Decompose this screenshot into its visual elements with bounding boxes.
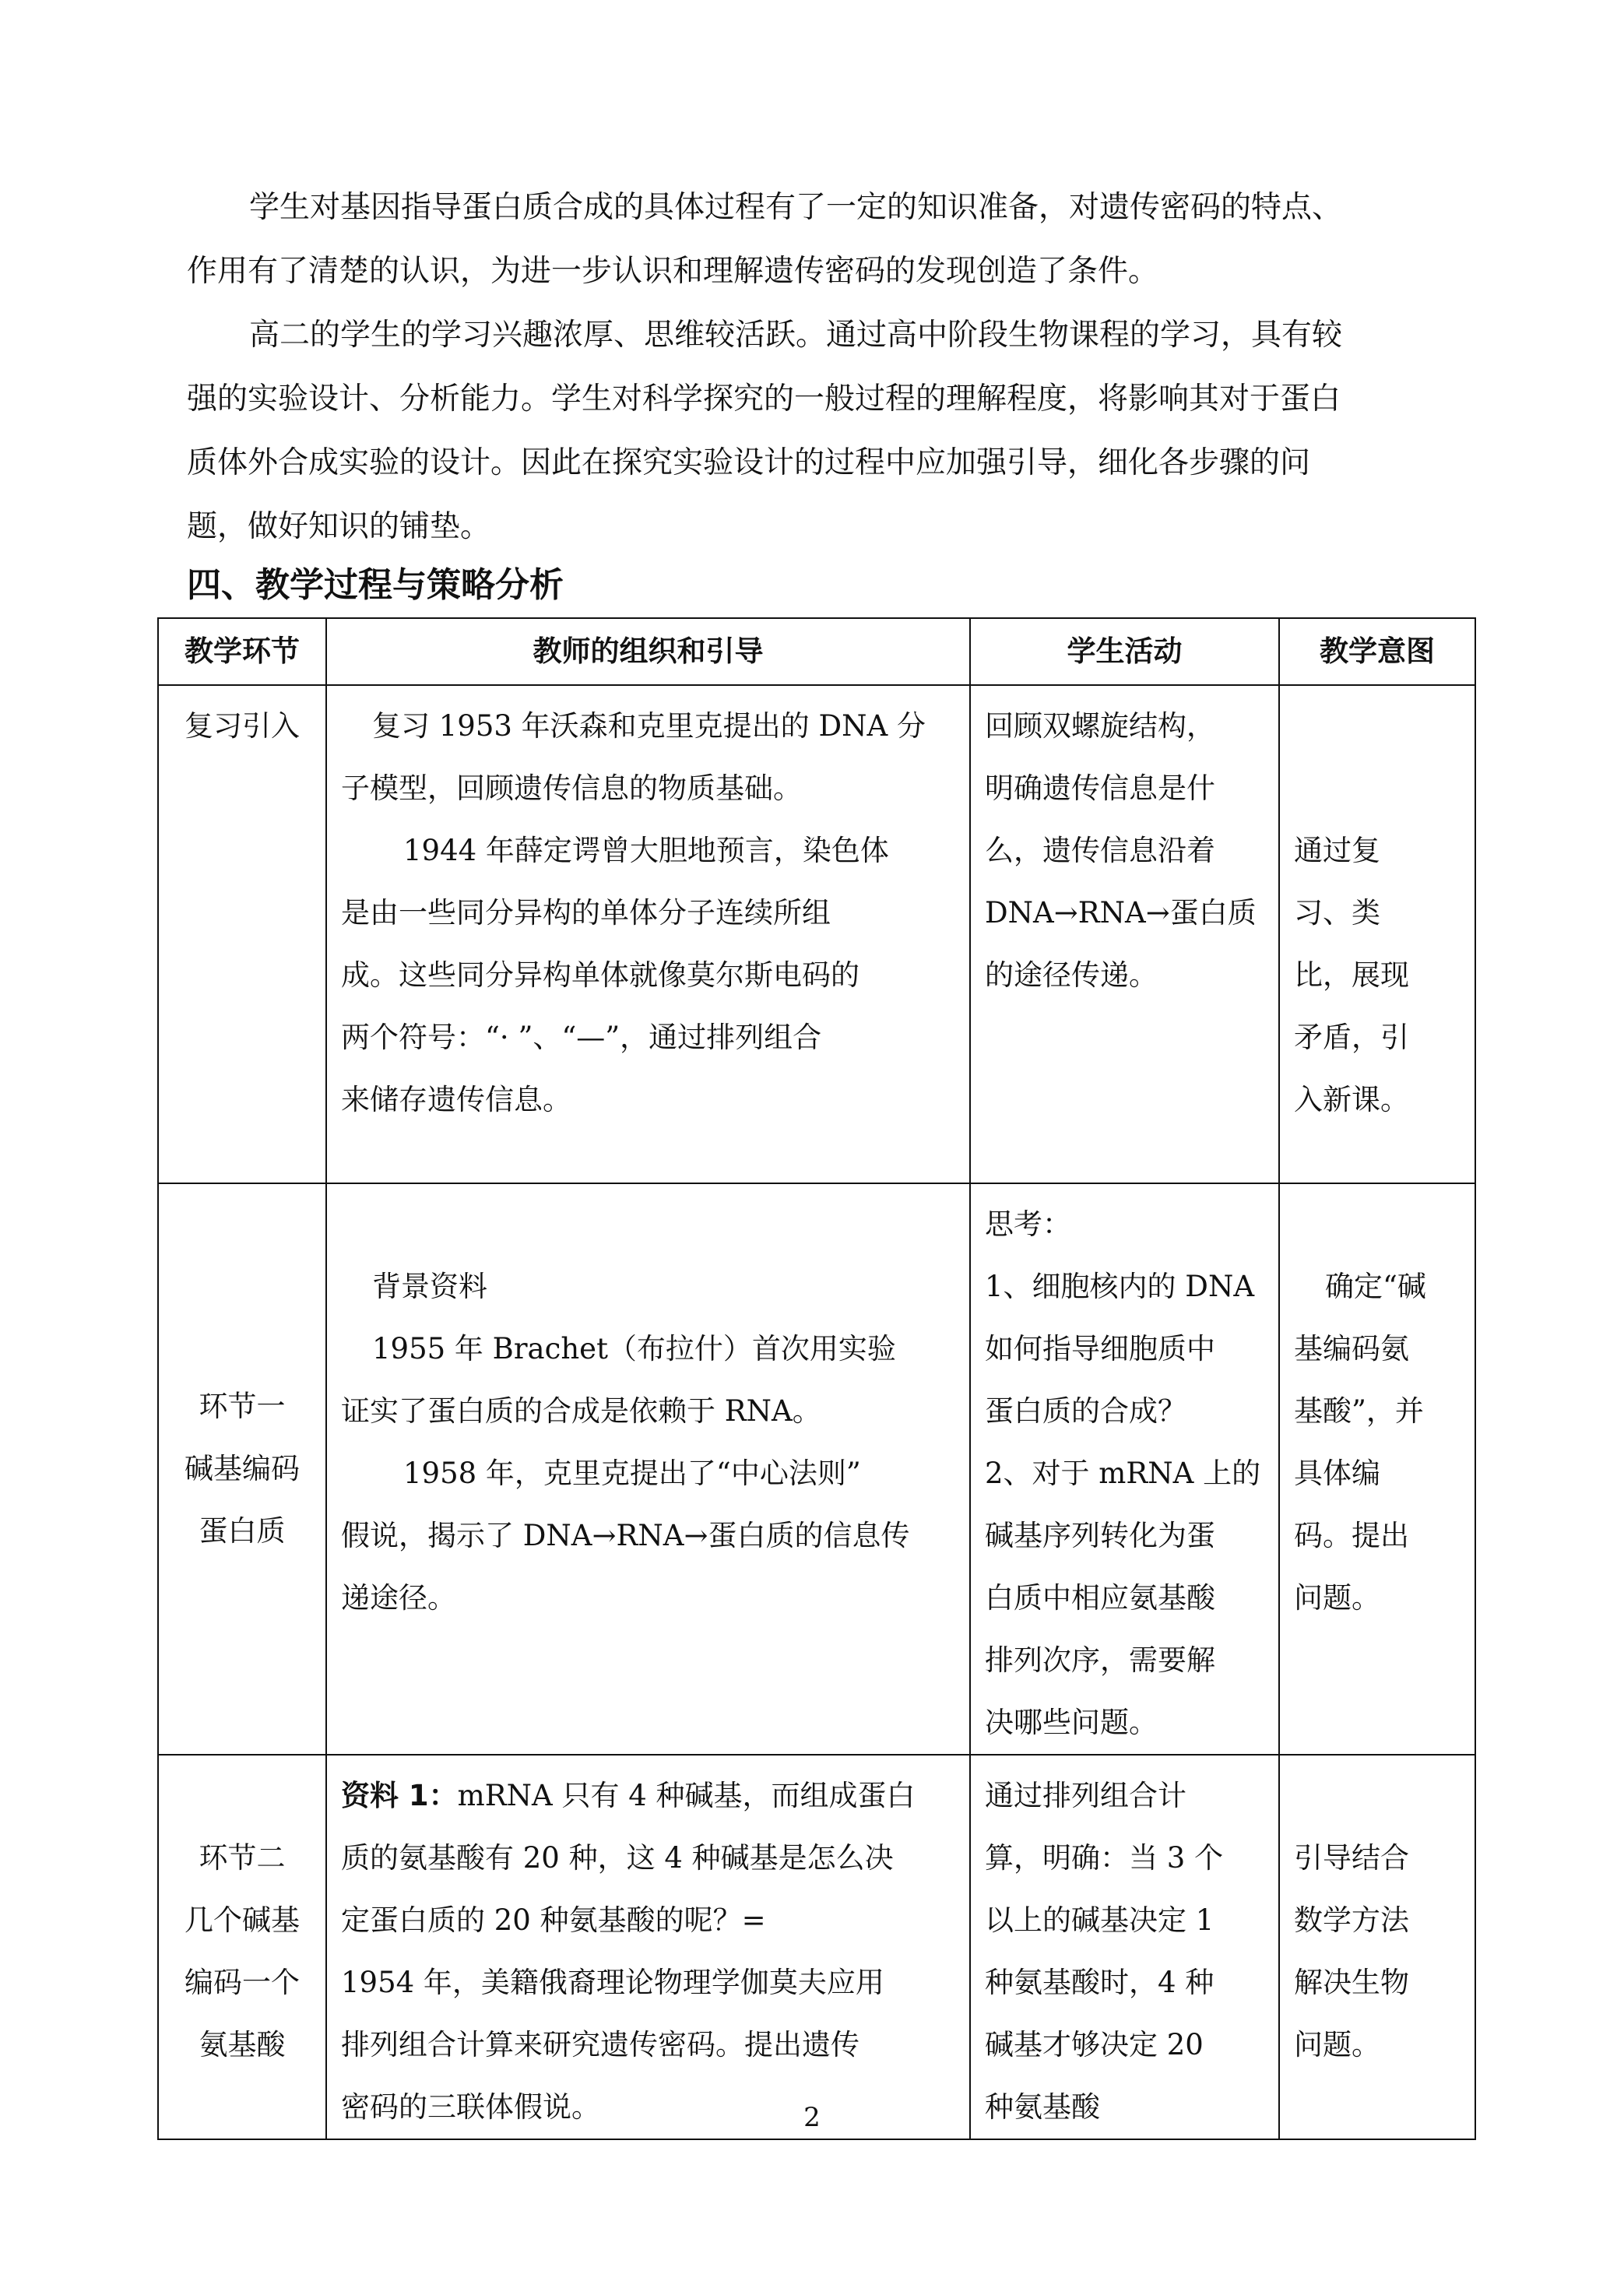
intent-line: 确定“碱 [1325,1270,1426,1303]
teacher-cell [326,1183,970,1755]
page-number: 2 [803,2102,821,2133]
student-line: 明确遗传信息是什 [985,771,1215,805]
intro-p2-line: 高二的学生的学习兴趣浓厚、思维较活跃。通过高中阶段生物课程的学习，具有较 [249,318,1343,353]
teacher-line: 两个符号：“· ”、“—”，通过排列组合 [341,1021,822,1054]
header-stage: 教学环节 [158,618,326,685]
header-intent: 教学意图 [1279,618,1475,685]
stage-label: 碱基编码 [185,1452,300,1485]
teacher-line: 资料 1：mRNA 只有 4 种碱基，而组成蛋白 [341,1779,916,1812]
intent-line: 具体编 [1294,1457,1380,1490]
stage-cell [158,1755,326,2139]
teacher-line: 是由一些同分异构的单体分子连续所组 [341,896,831,930]
intent-line: 数学方法 [1294,1903,1409,1937]
teacher-line: 1958 年，克里克提出了“中心法则” [403,1457,861,1490]
stage-label: 环节一 [199,1390,286,1423]
intent-line: 引导结合 [1294,1841,1409,1875]
intent-line: 通过复 [1294,834,1380,867]
header-teacher: 教师的组织和引导 [326,618,970,685]
teacher-cell [326,1755,970,2139]
intent-line: 比，展现 [1294,958,1409,992]
stage-label: 复习引入 [185,709,300,743]
student-line: 碱基才够决定 20 [985,2028,1204,2061]
teaching-process-table [157,617,1476,2140]
intent-line: 基编码氨 [1294,1332,1409,1365]
intent-cell [1279,1183,1475,1755]
student-line: 通过排列组合计 [985,1779,1186,1812]
intent-line: 解决生物 [1294,1966,1409,1999]
section-title: 四、教学过程与策略分析 [187,565,564,605]
teacher-line: 证实了蛋白质的合成是依赖于 RNA。 [341,1394,821,1428]
stage-label: 编码一个 [185,1966,300,1999]
student-line: 以上的碱基决定 1 [985,1903,1214,1937]
table-row [158,685,1475,1183]
student-line: 碱基序列转化为蛋 [985,1519,1215,1552]
material-label: 资料 1： [341,1779,458,1812]
intro-p2-line: 题，做好知识的铺垫。 [187,509,491,544]
stage-cell [158,1183,326,1755]
teacher-line: 质的氨基酸有 20 种，这 4 种碱基是怎么决 [341,1841,894,1875]
stage-label: 环节二 [199,1841,286,1875]
teacher-line: 假说，揭示了 DNA→RNA→蛋白质的信息传 [341,1519,910,1552]
student-line: 如何指导细胞质中 [985,1332,1215,1365]
student-line: 1、细胞核内的 DNA [985,1270,1255,1303]
teacher-line: 来储存遗传信息。 [341,1083,571,1116]
student-line: 种氨基酸 [985,2090,1100,2124]
teacher-cell [326,685,970,1183]
intent-line: 矛盾，引 [1294,1021,1409,1054]
intro-paragraph-1 [187,176,1440,304]
teacher-line: 定蛋白质的 20 种氨基酸的呢？= [341,1903,766,1937]
teacher-line: 递途径。 [341,1581,456,1615]
teacher-line: 密码的三联体假说。 [341,2090,600,2124]
student-line: 的途径传递。 [985,958,1158,992]
student-cell [970,685,1279,1183]
intro-p2-line: 强的实验设计、分析能力。学生对科学探究的一般过程的理解程度，将影响其对于蛋白 [187,381,1341,416]
header-student: 学生活动 [970,618,1279,685]
student-cell [970,1183,1279,1755]
intent-line: 码。提出 [1294,1519,1409,1552]
intro-p1-line: 作用有了清楚的认识，为进一步认识和理解遗传密码的发现创造了条件。 [187,254,1159,289]
teacher-line: 1955 年 Brachet（布拉什）首次用实验 [372,1332,896,1365]
student-line: 回顾双螺旋结构， [985,709,1215,743]
stage-label: 几个碱基 [185,1903,300,1937]
table-row [158,1183,1475,1755]
intro-p2-line: 质体外合成实验的设计。因此在探究实验设计的过程中应加强引导，细化各步骤的问 [187,445,1311,480]
intro-paragraph-2 [187,304,1440,559]
intent-line: 问题。 [1294,2028,1380,2061]
student-line: 决哪些问题。 [985,1706,1158,1739]
stage-label: 蛋白质 [199,1514,286,1548]
student-line: 2、对于 mRNA 上的 [985,1457,1261,1490]
teacher-line: 1954 年，美籍俄裔理论物理学伽莫夫应用 [341,1966,884,1999]
student-line: 算，明确：当 3 个 [985,1841,1224,1875]
intent-cell [1279,685,1475,1183]
intent-line: 入新课。 [1294,1083,1409,1116]
intent-line: 习、类 [1294,896,1380,930]
student-line: 排列次序，需要解 [985,1643,1215,1677]
intent-cell [1279,1755,1475,2139]
intent-line: 基酸”，并 [1294,1394,1424,1428]
teacher-line: 成。这些同分异构单体就像莫尔斯电码的 [341,958,859,992]
teacher-line: 复习 1953 年沃森和克里克提出的 DNA 分 [372,709,926,743]
teacher-line: 背景资料 [372,1270,487,1303]
teacher-line: 子模型，回顾遗传信息的物质基础。 [341,771,802,805]
table-header-row [158,618,1475,685]
student-line: 蛋白质的合成？ [985,1394,1186,1428]
stage-cell [158,685,326,1183]
student-line: 思考： [985,1207,1071,1241]
teacher-line: 排列组合计算来研究遗传密码。提出遗传 [341,2028,859,2061]
student-line: 么，遗传信息沿着 [985,834,1215,867]
student-line: DNA→RNA→蛋白质 [985,896,1257,930]
table-row [158,1755,1475,2139]
student-cell [970,1755,1279,2139]
stage-label: 氨基酸 [199,2028,286,2061]
teacher-line: 1944 年薛定谔曾大胆地预言，染色体 [403,834,889,867]
student-line: 白质中相应氨基酸 [985,1581,1215,1615]
intent-line: 问题。 [1294,1581,1380,1615]
intro-p1-line: 学生对基因指导蛋白质合成的具体过程有了一定的知识准备，对遗传密码的特点、 [249,190,1343,225]
student-line: 种氨基酸时，4 种 [985,1966,1214,1999]
